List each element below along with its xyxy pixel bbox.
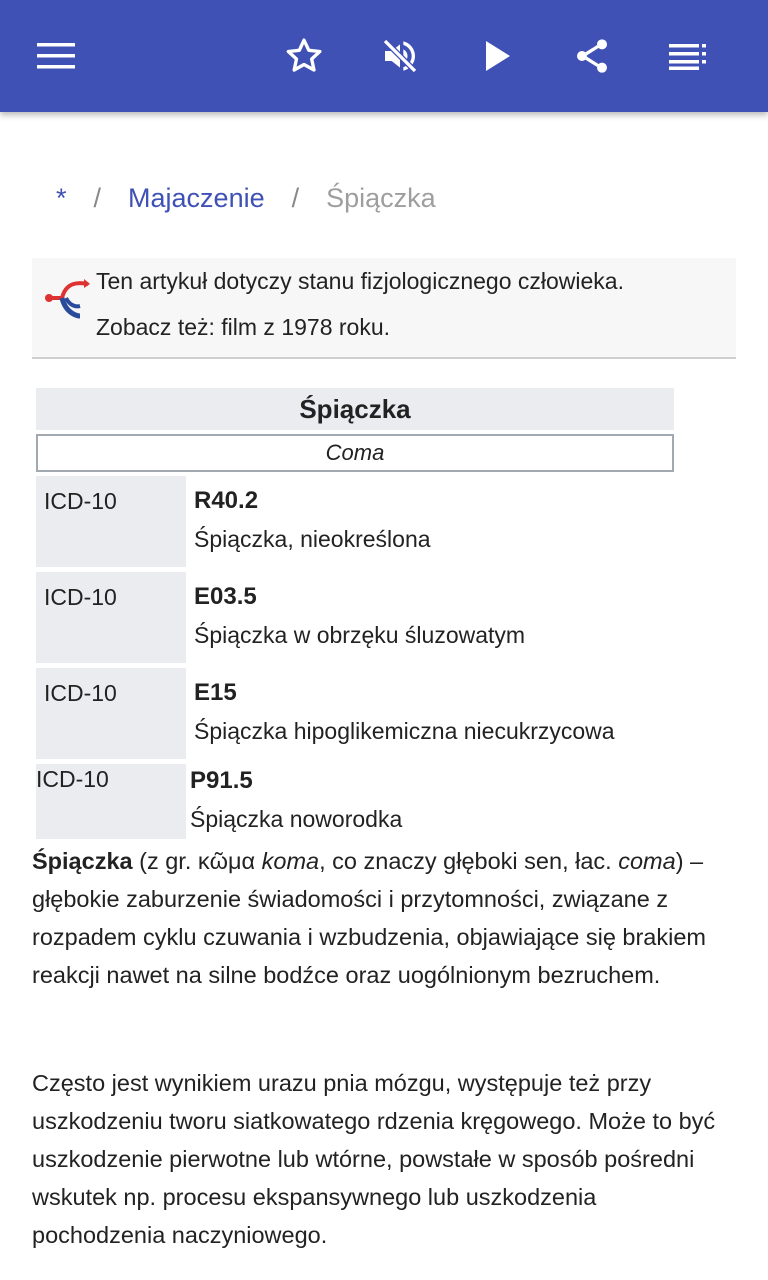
star-icon [284, 36, 324, 76]
icd-code-link[interactable]: E03.5 [194, 583, 257, 610]
share-button[interactable] [564, 28, 620, 84]
menu-button[interactable] [28, 28, 84, 84]
icd-label: ICD-10 [36, 572, 186, 663]
more-button[interactable] [660, 28, 716, 84]
icd-code-link[interactable]: R40.2 [194, 487, 259, 514]
icd-description: Śpiączka hipoglikemiczna niecukrzycowa [194, 718, 615, 744]
playlist-icon [669, 42, 707, 70]
breadcrumb [56, 178, 436, 218]
article-term: Śpiączka [32, 848, 133, 874]
icd-label: ICD-10 [36, 476, 186, 567]
breadcrumb-current: Śpiączka [326, 182, 436, 213]
play-button[interactable] [470, 28, 526, 84]
mute-button[interactable] [372, 28, 428, 84]
breadcrumb-separator: / [93, 182, 102, 213]
icd-code-link[interactable]: E15 [194, 679, 237, 706]
favorite-button[interactable] [276, 28, 332, 84]
disambiguation-notice [32, 258, 736, 359]
breadcrumb-separator: / [291, 182, 300, 213]
breadcrumb-home-link[interactable]: * [56, 182, 67, 213]
share-icon [572, 36, 612, 76]
icd-description: Śpiączka w obrzęku śluzowatym [194, 622, 526, 648]
menu-icon [37, 42, 75, 70]
article-text: coma [618, 848, 676, 874]
play-icon [484, 40, 512, 72]
icd-label: ICD-10 [36, 668, 186, 759]
app-bar [0, 0, 768, 112]
volume-off-icon [380, 36, 420, 76]
icd-label: ICD-10 [36, 764, 186, 839]
article-text: koma [261, 848, 320, 874]
notice-see-also-link[interactable]: Zobacz też: film z 1978 roku. [96, 314, 391, 340]
disambiguation-icon [42, 276, 92, 320]
icd-description: Śpiączka, nieokreślona [194, 526, 431, 552]
icd-description: Śpiączka noworodka [190, 806, 403, 832]
article-paragraph [32, 842, 732, 994]
notice-text: Ten artykuł dotyczy stanu fizjologicznego człowieka. [96, 268, 624, 294]
article-text: (z gr. κῶμα [132, 848, 262, 874]
infobox-title: Śpiączka [36, 388, 674, 430]
breadcrumb-parent-link[interactable]: Majaczenie [128, 182, 265, 213]
article-paragraph: Często jest wynikiem urazu pnia mózgu, występuje też przy uszkodzeniu tworu siatkowatego rdzenia kręgowego. Może to być uszkodzenie pierwotne lub wtórne, powstałe w sposób pośredni wskutek np. procesu ekspansywnego lub uszkodzenia pochodzenia naczyniowego. [32, 1070, 716, 1248]
article-text: , co znaczy głęboki sen, łac. [319, 848, 619, 874]
icd-code-link[interactable]: P91.5 [190, 767, 253, 794]
infobox-subtitle: Coma [36, 434, 674, 472]
article-text: ) – głębokie zaburzenie świadomości i przytomności, związane z rozpadem cyklu czuwania i wzbudzenia, objawiające się brakiem reakcji nawet na silne bodźce oraz uogólnionym bezruchem. [32, 848, 706, 988]
